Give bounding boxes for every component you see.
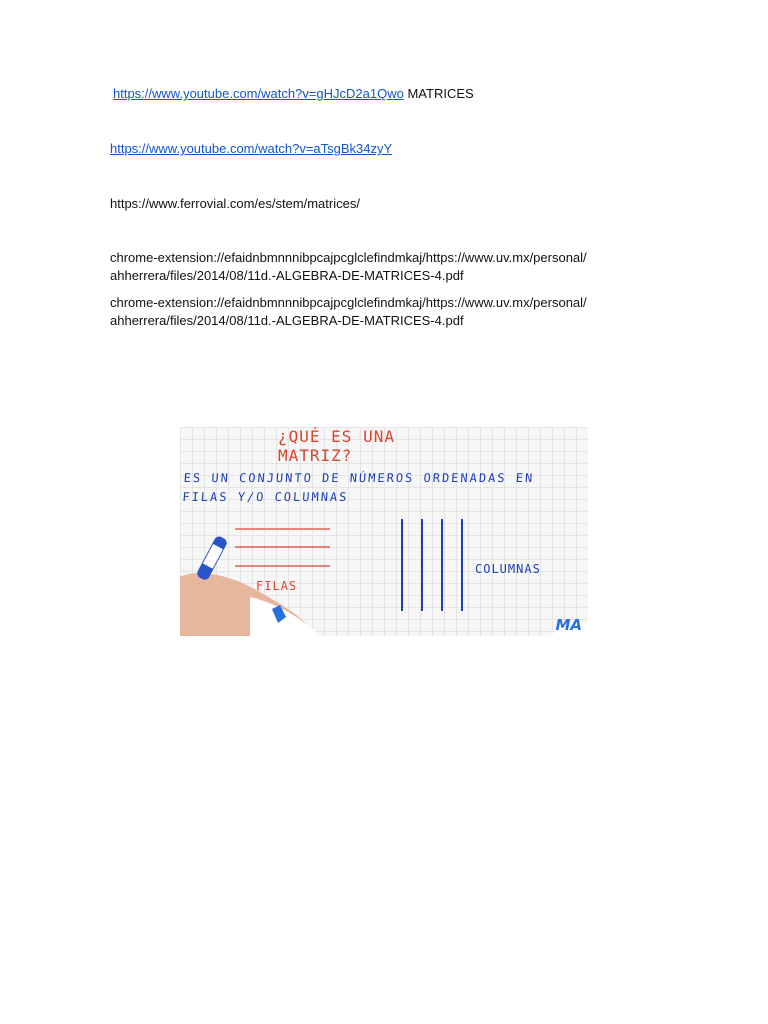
youtube-link-2[interactable]: https://www.youtube.com/watch?v=aTsgBk34zyY xyxy=(110,141,393,156)
paragraph-youtube-link-2 xyxy=(110,140,650,158)
whiteboard-title: ¿QUÉ ES UNA MATRIZ? xyxy=(278,427,395,465)
whiteboard-definition: ES UN CONJUNTO DE NÚMEROS ORDENADAS EN FILAS Y/O COLUMNAS xyxy=(181,471,535,504)
ma-logo: MA xyxy=(555,616,582,634)
paragraph-youtube-link-1 xyxy=(113,85,653,103)
whiteboard-image xyxy=(180,427,588,636)
hand-with-marker xyxy=(180,535,320,636)
filas-label: FILAS xyxy=(256,579,298,593)
paragraph-ferrovial-url: https://www.ferrovial.com/es/stem/matrices/ xyxy=(110,196,360,211)
columnas-label: COLUMNAS xyxy=(475,562,541,576)
paragraph-pdf-url-1: chrome-extension://efaidnbmnnnibpcajpcglclefindmkaj/https://www.uv.mx/personal/ ahherrera/files/2014/08/11d.-ALGEBRA-DE-MATRICES-4.pdf xyxy=(110,250,587,283)
youtube-link-1[interactable]: https://www.youtube.com/watch?v=gHJcD2a1Qwo xyxy=(113,86,404,101)
paragraph-pdf-url-2: chrome-extension://efaidnbmnnnibpcajpcglclefindmkaj/https://www.uv.mx/personal/ ahherrera/files/2014/08/11d.-ALGEBRA-DE-MATRICES-4.pdf xyxy=(110,295,587,328)
link-1-caption: MATRICES xyxy=(407,86,474,101)
